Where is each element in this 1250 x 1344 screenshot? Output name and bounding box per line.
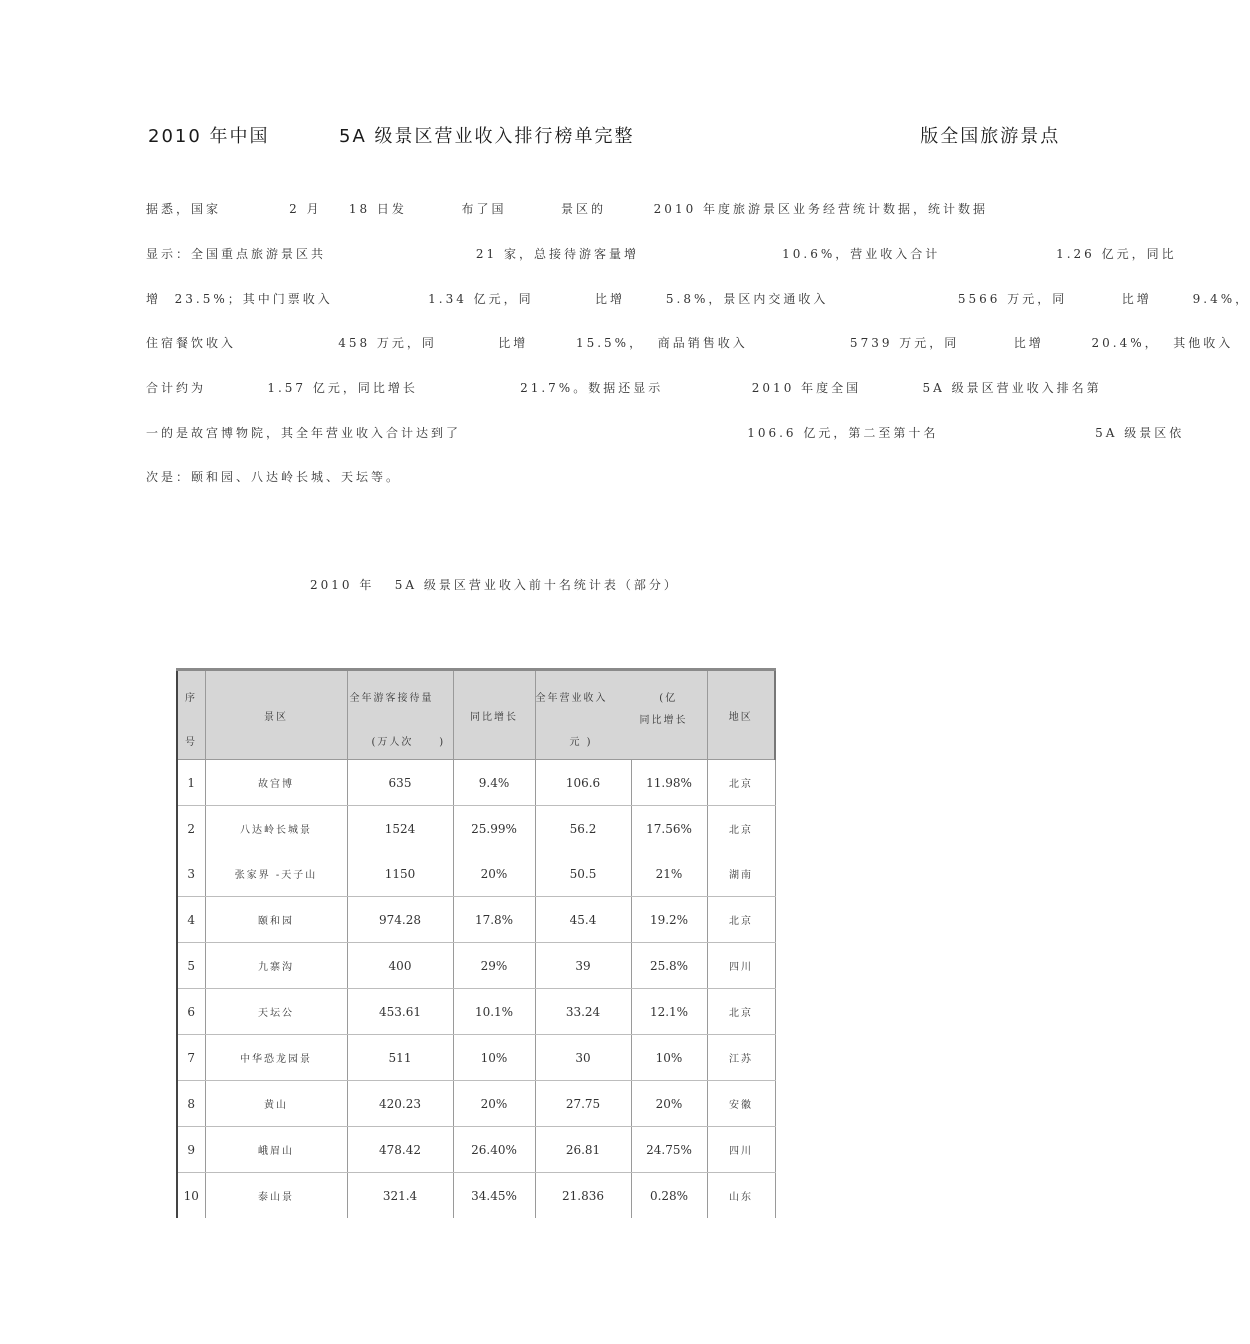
row-no: 3 xyxy=(177,851,205,897)
paragraph-line: 住宿餐饮收入 458 万元，同 比增 15.5%， 商品销售收入 5739 万元，同 比增 20.4%， 其他收入 xyxy=(146,336,1234,350)
row-no: 6 xyxy=(177,989,205,1035)
row-visitors-growth: 34.45% xyxy=(453,1173,535,1219)
row-region: 北京 xyxy=(707,806,775,852)
row-revenue-growth: 19.2% xyxy=(631,897,707,943)
row-visitors-growth: 20% xyxy=(453,851,535,897)
row-name: 峨眉山 xyxy=(205,1127,347,1173)
row-visitors-growth: 17.8% xyxy=(453,897,535,943)
row-no: 5 xyxy=(177,943,205,989)
header-no-bottom: 号 xyxy=(185,737,197,748)
paragraph-line: 次是：颐和园、八达岭长城、天坛等。 xyxy=(146,470,402,484)
table-row xyxy=(177,851,775,897)
row-name: 张家界 -天子山 xyxy=(205,851,347,897)
paragraph-line: 增 23.5%；其中门票收入 1.34 亿元，同 比增 5.8%，景区内交通收入 5566 万元，同 比增 9.4%， xyxy=(146,292,1250,306)
header-visitors-bottom: (万人次 ) xyxy=(371,737,446,748)
row-no: 4 xyxy=(177,897,205,943)
row-name: 中华恐龙园景 xyxy=(205,1035,347,1081)
row-no: 8 xyxy=(177,1081,205,1127)
header-region-label: 地区 xyxy=(728,711,753,723)
table-header-row xyxy=(177,670,775,760)
row-name: 九寨沟 xyxy=(205,943,347,989)
row-visitors: 400 xyxy=(347,943,453,989)
row-revenue: 33.24 xyxy=(535,989,631,1035)
row-revenue: 50.5 xyxy=(535,851,631,897)
row-revenue-growth: 11.98% xyxy=(631,760,707,806)
paragraph-line: 显示：全国重点旅游景区共 21 家，总接待游客量增 10.6%，营业收入合计 1.26 亿元，同比 xyxy=(146,247,1177,261)
row-name: 黄山 xyxy=(205,1081,347,1127)
row-visitors: 1150 xyxy=(347,851,453,897)
row-visitors-growth: 29% xyxy=(453,943,535,989)
row-name: 八达岭长城景 xyxy=(205,806,347,852)
header-revenue-top: 全年营业收入 (亿 xyxy=(535,693,678,704)
row-revenue: 56.2 xyxy=(535,806,631,852)
table-row xyxy=(177,806,775,852)
table-row xyxy=(177,1173,775,1219)
row-region: 四川 xyxy=(707,943,775,989)
paragraph-line: 一的是故宫博物院，其全年营业收入合计达到了 106.6 亿元，第二至第十名 5A 级景区依 xyxy=(146,426,1185,440)
row-region: 北京 xyxy=(707,989,775,1035)
row-name: 颐和园 xyxy=(205,897,347,943)
row-visitors-growth: 9.4% xyxy=(453,760,535,806)
row-no: 7 xyxy=(177,1035,205,1081)
row-no: 10 xyxy=(177,1173,205,1219)
row-revenue-growth: 12.1% xyxy=(631,989,707,1035)
row-revenue-growth: 0.28% xyxy=(631,1173,707,1219)
row-no: 2 xyxy=(177,806,205,852)
row-visitors-growth: 10.1% xyxy=(453,989,535,1035)
row-visitors: 1524 xyxy=(347,806,453,852)
table-row xyxy=(177,1127,775,1173)
row-visitors-growth: 10% xyxy=(453,1035,535,1081)
row-revenue-growth: 20% xyxy=(631,1081,707,1127)
header-revenue xyxy=(535,670,707,760)
header-visitors xyxy=(347,670,453,760)
row-visitors: 321.4 xyxy=(347,1173,453,1219)
ranking-table xyxy=(176,668,776,1218)
table-row xyxy=(177,760,775,806)
row-region: 北京 xyxy=(707,897,775,943)
row-visitors: 635 xyxy=(347,760,453,806)
row-revenue: 21.836 xyxy=(535,1173,631,1219)
row-visitors-growth: 20% xyxy=(453,1081,535,1127)
header-name-label: 景区 xyxy=(264,711,288,723)
row-region: 四川 xyxy=(707,1127,775,1173)
row-revenue: 26.81 xyxy=(535,1127,631,1173)
row-visitors-growth: 25.99% xyxy=(453,806,535,852)
row-visitors: 420.23 xyxy=(347,1081,453,1127)
row-no: 1 xyxy=(177,760,205,806)
row-visitors-growth: 26.40% xyxy=(453,1127,535,1173)
paragraph-line: 合计约为 1.57 亿元，同比增长 21.7%。数据还显示 2010 年度全国 5A 级景区营业收入排名第 xyxy=(146,381,1102,395)
row-revenue-growth: 21% xyxy=(631,851,707,897)
row-revenue: 30 xyxy=(535,1035,631,1081)
row-visitors: 453.61 xyxy=(347,989,453,1035)
paragraph-line: 据悉，国家 2 月 18 日发 布了国 景区的 2010 年度旅游景区业务经营统计数据，统计数据 xyxy=(146,202,989,216)
table-row xyxy=(177,897,775,943)
row-revenue: 45.4 xyxy=(535,897,631,943)
row-visitors: 511 xyxy=(347,1035,453,1081)
row-revenue: 27.75 xyxy=(535,1081,631,1127)
table-caption: 2010 年 5A 级景区营业收入前十名统计表（部分） xyxy=(310,578,679,592)
row-region: 安徽 xyxy=(707,1081,775,1127)
row-region: 北京 xyxy=(707,760,775,806)
row-revenue-growth: 24.75% xyxy=(631,1127,707,1173)
row-name: 故宫博 xyxy=(205,760,347,806)
row-revenue: 106.6 xyxy=(535,760,631,806)
header-revenue-bottom: 元 ) xyxy=(569,737,593,748)
row-region: 湖南 xyxy=(707,851,775,897)
row-region: 山东 xyxy=(707,1173,775,1219)
row-revenue: 39 xyxy=(535,943,631,989)
row-region: 江苏 xyxy=(707,1035,775,1081)
header-visitors-growth-label: 同比增长 xyxy=(470,711,518,723)
table-row xyxy=(177,1035,775,1081)
header-no xyxy=(177,670,205,760)
row-revenue-growth: 17.56% xyxy=(631,806,707,852)
table-row xyxy=(177,1081,775,1127)
header-visitors-growth xyxy=(453,670,535,760)
row-visitors: 478.42 xyxy=(347,1127,453,1173)
row-name: 泰山景 xyxy=(205,1173,347,1219)
table-row xyxy=(177,989,775,1035)
header-no-top: 序 xyxy=(185,693,197,704)
header-region xyxy=(707,670,775,760)
row-revenue-growth: 10% xyxy=(631,1035,707,1081)
row-revenue-growth: 25.8% xyxy=(631,943,707,989)
table-row xyxy=(177,943,775,989)
row-no: 9 xyxy=(177,1127,205,1173)
header-revenue-growth: 同比增长 xyxy=(639,715,688,726)
page-title: 2010 年中国 5A 级景区营业收入排行榜单完整 版全国旅游景点 xyxy=(148,126,1061,147)
header-name xyxy=(205,670,347,760)
row-name: 天坛公 xyxy=(205,989,347,1035)
row-visitors: 974.28 xyxy=(347,897,453,943)
header-visitors-top: 全年游客接待量 xyxy=(349,693,434,704)
